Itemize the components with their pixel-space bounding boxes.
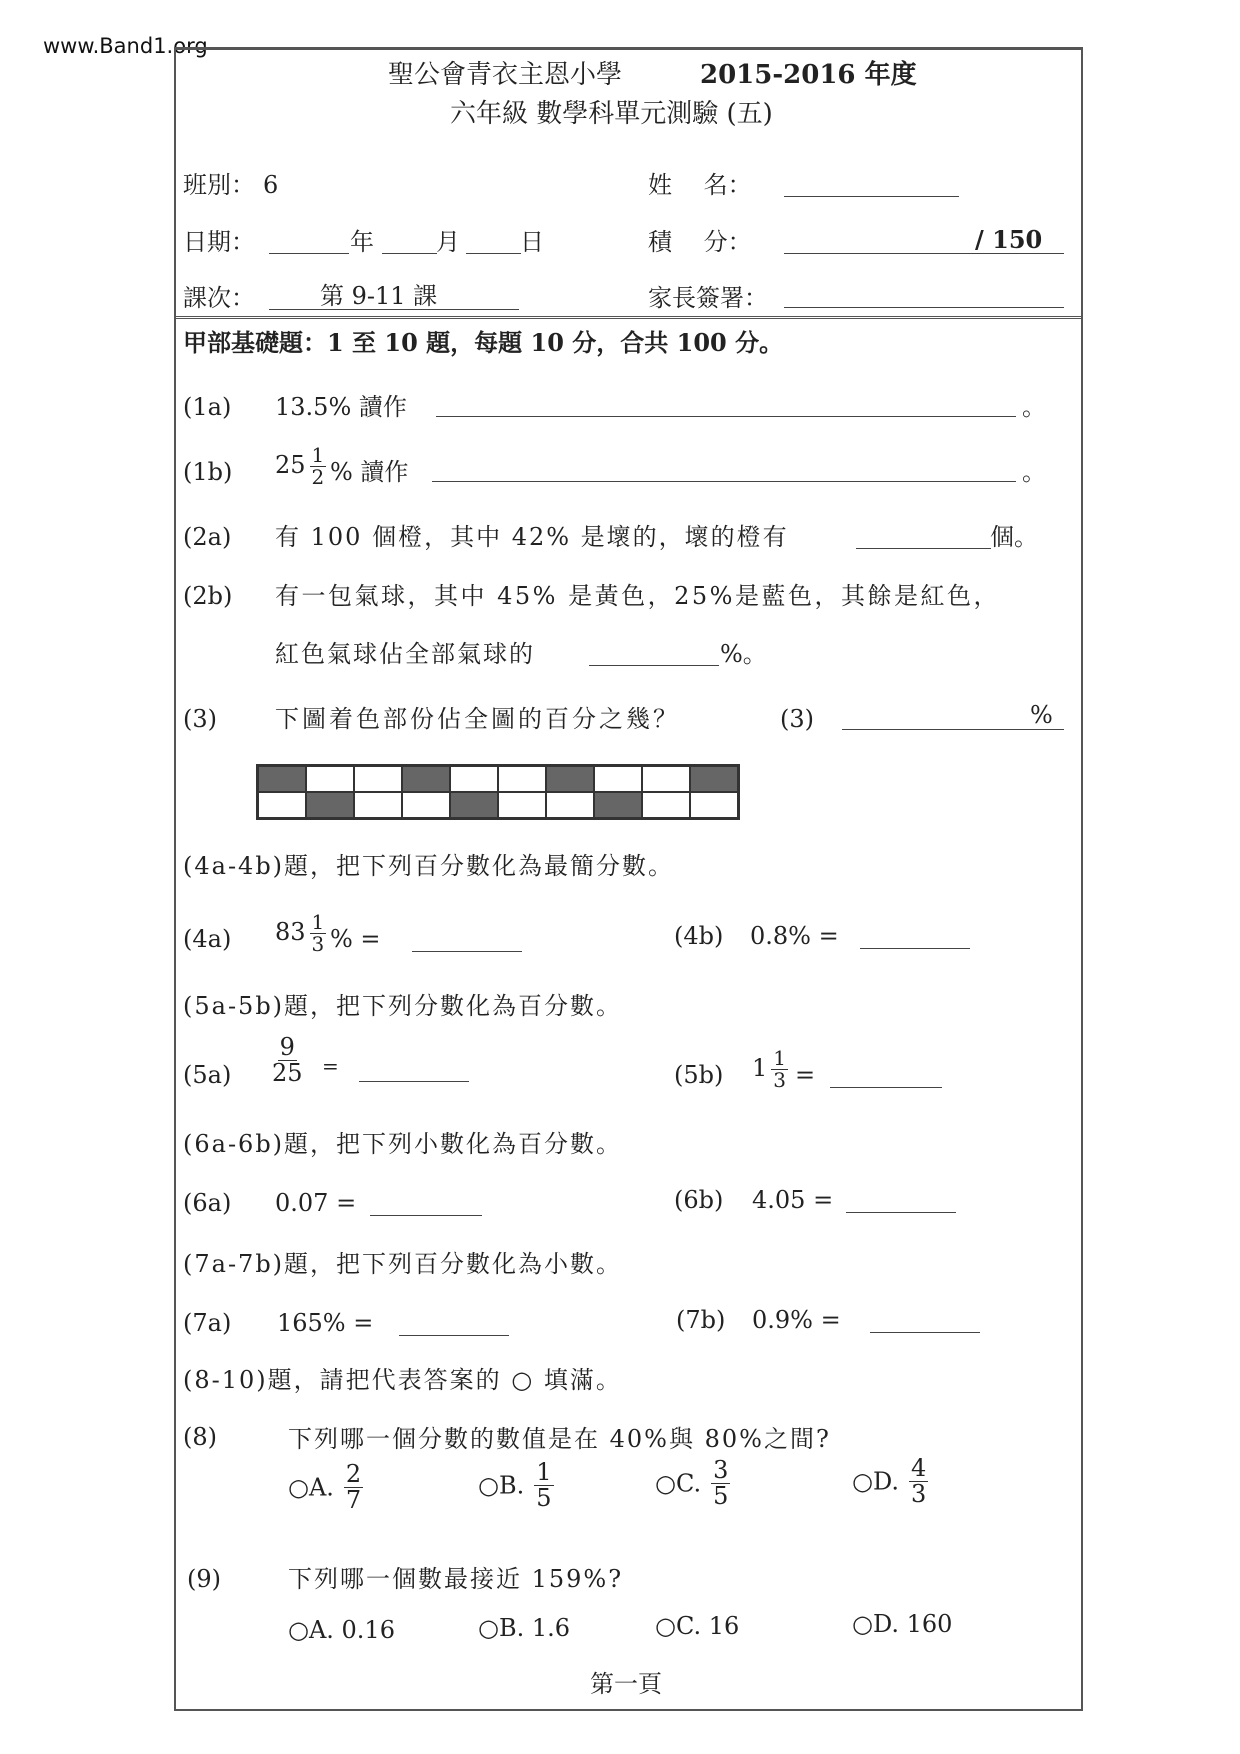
q3-text: 下圖着色部份佔全圖的百分之幾？	[275, 705, 680, 733]
q9-option-b[interactable]: ○B. 1.6	[478, 1614, 571, 1642]
q7a-number: (7a)	[183, 1309, 232, 1337]
unshaded-cell	[498, 792, 546, 818]
q7b-text: 0.9% =	[752, 1306, 841, 1334]
q8-option-c[interactable]	[655, 1458, 734, 1509]
q5b-number: (5b)	[674, 1061, 724, 1089]
q4b-number: (4b)	[674, 922, 724, 950]
q1b-number: (1b)	[183, 458, 233, 486]
q7a-text: 165% =	[277, 1309, 374, 1337]
q2a-number: (2a)	[183, 523, 232, 551]
lesson-label: 課次：	[183, 284, 255, 312]
q3-unit: %	[1030, 701, 1053, 729]
q9-option-c[interactable]: ○C. 16	[655, 1612, 740, 1640]
page-number: 第一頁	[590, 1670, 662, 1698]
q1b-text: % 讀作	[330, 458, 409, 486]
denominator: 25	[272, 1059, 303, 1088]
shaded-cell	[546, 766, 594, 792]
name-field[interactable]	[784, 195, 959, 197]
q4b-answer[interactable]	[860, 947, 970, 949]
q5b-equals: =	[795, 1061, 816, 1089]
numerator: 1	[311, 443, 325, 467]
score-total: / 150	[975, 225, 1043, 254]
q2b-end: %。	[720, 640, 767, 668]
q2b-text-line2: 紅色氣球佔全部氣球的	[275, 640, 535, 668]
score-label: 積 分：	[648, 228, 752, 256]
top-rule	[174, 47, 1081, 50]
unshaded-cell	[402, 792, 450, 818]
unshaded-cell	[450, 766, 498, 792]
school-name: 聖公會青衣主恩小學	[388, 60, 623, 90]
class-value: 6	[263, 171, 279, 199]
q1a-answer[interactable]	[436, 415, 1016, 417]
date-month-field[interactable]	[382, 252, 437, 254]
month-unit: 月	[436, 228, 460, 256]
q3-answer-number: (3)	[780, 705, 814, 733]
q5b-answer[interactable]	[830, 1086, 942, 1088]
q5a-number: (5a)	[183, 1061, 232, 1089]
shaded-cell	[306, 792, 354, 818]
q4a-mixed-number	[275, 912, 330, 955]
denominator: 5	[713, 1482, 729, 1511]
name-label: 姓 名：	[648, 171, 752, 199]
q1b-end: 。	[1022, 458, 1046, 486]
q8-text: 下列哪一個分數的數值是在 40%與 80%之間?	[288, 1425, 831, 1453]
numerator: 1	[773, 1046, 787, 1070]
q9-number: (9)	[187, 1565, 221, 1593]
lesson-value: 第 9-11 課	[320, 282, 438, 310]
q4a-answer[interactable]	[412, 950, 522, 952]
denominator: 5	[536, 1484, 552, 1513]
q8-option-b[interactable]	[478, 1460, 558, 1511]
q4-header: (4a-4b)題，把下列百分數化為最簡分數。	[183, 852, 675, 880]
unshaded-cell	[354, 766, 402, 792]
q1a-end: 。	[1022, 393, 1046, 421]
q5a-equals: =	[322, 1054, 339, 1078]
q5-header: (5a-5b)題，把下列分數化為百分數。	[183, 992, 623, 1020]
unshaded-cell	[258, 792, 306, 818]
denominator: 2	[311, 465, 325, 489]
numerator: 1	[311, 910, 325, 934]
class-label: 班別：	[183, 171, 255, 199]
q7a-answer[interactable]	[399, 1334, 509, 1336]
option-label: ○D.	[852, 1467, 899, 1496]
denominator: 7	[345, 1486, 362, 1515]
whole: 25	[275, 451, 306, 479]
denominator: 3	[910, 1480, 927, 1509]
q1a-number: (1a)	[183, 393, 232, 421]
unshaded-cell	[690, 792, 738, 818]
q6a-number: (6a)	[183, 1189, 232, 1217]
q4a-text: % =	[330, 925, 381, 953]
q6b-number: (6b)	[674, 1186, 724, 1214]
q5b-mixed-number	[752, 1048, 792, 1091]
q9-text: 下列哪一個數最接近 159%?	[288, 1565, 624, 1593]
q1b-mixed-number	[275, 445, 330, 488]
q4a-number: (4a)	[183, 925, 232, 953]
shaded-cell	[594, 792, 642, 818]
school-year: 2015-2016 年度	[700, 60, 917, 90]
q2b-text-line1: 有一包氣球，其中 45% 是黃色，25%是藍色，其餘是紅色，	[275, 582, 1000, 610]
shaded-cell	[450, 792, 498, 818]
numerator: 9	[279, 1033, 295, 1061]
numerator: 2	[345, 1460, 362, 1488]
q2b-answer[interactable]	[589, 664, 719, 666]
q1b-answer[interactable]	[432, 480, 1016, 482]
q1a-text: 13.5% 讀作	[275, 393, 407, 421]
unshaded-cell	[354, 792, 402, 818]
option-label: ○A.	[288, 1473, 334, 1502]
q6-header: (6a-6b)題，把下列小數化為百分數。	[183, 1130, 623, 1158]
q4b-text: 0.8% =	[750, 922, 839, 950]
q2b-number: (2b)	[183, 582, 233, 610]
q5a-fraction	[268, 1035, 307, 1086]
q6a-text: 0.07 =	[275, 1189, 357, 1217]
q3-number: (3)	[183, 705, 217, 733]
q6a-answer[interactable]	[370, 1214, 482, 1216]
date-day-field[interactable]	[466, 252, 521, 254]
q2a-end: 個。	[990, 523, 1038, 551]
whole: 1	[752, 1054, 768, 1082]
shaded-cell	[258, 766, 306, 792]
q9-option-d[interactable]: ○D. 160	[852, 1610, 953, 1638]
unshaded-cell	[594, 766, 642, 792]
parent-signature-label: 家長簽署：	[648, 284, 768, 312]
q2a-answer[interactable]	[856, 547, 991, 549]
shaded-grid-figure	[256, 764, 740, 820]
day-unit: 日	[520, 228, 544, 256]
q7b-answer[interactable]	[870, 1331, 980, 1333]
denominator: 3	[773, 1068, 787, 1092]
date-year-field[interactable]	[269, 252, 349, 254]
q6b-answer[interactable]	[846, 1211, 956, 1213]
q9-option-a[interactable]: ○A. 0.16	[288, 1616, 395, 1644]
q2a-text: 有 100 個橙，其中 42% 是壞的，壞的橙有	[275, 523, 789, 551]
exam-title: 六年級 數學科單元測驗 (五)	[450, 99, 773, 129]
numerator: 3	[713, 1456, 729, 1484]
numerator: 4	[910, 1454, 927, 1482]
watermark: www.Band1.org	[43, 34, 208, 58]
numerator: 1	[536, 1458, 552, 1486]
whole: 83	[275, 918, 306, 946]
unshaded-cell	[546, 792, 594, 818]
header-divider	[174, 316, 1081, 319]
date-label: 日期：	[183, 228, 255, 256]
q8-option-d[interactable]	[852, 1456, 932, 1507]
q6b-text: 4.05 =	[752, 1186, 834, 1214]
parent-signature-field[interactable]	[784, 306, 1064, 308]
year-unit: 年	[350, 228, 374, 256]
unshaded-cell	[642, 792, 690, 818]
unshaded-cell	[306, 766, 354, 792]
option-label: ○B.	[478, 1471, 525, 1500]
section-a-heading: 甲部基礎題：1 至 10 題，每題 10 分，合共 100 分。	[183, 328, 784, 357]
q5a-answer[interactable]	[359, 1080, 469, 1082]
unshaded-cell	[498, 766, 546, 792]
q7b-number: (7b)	[676, 1306, 726, 1334]
shaded-cell	[402, 766, 450, 792]
q8-10-header: (8-10)題，請把代表答案的 ○ 填滿。	[183, 1366, 622, 1394]
unshaded-cell	[642, 766, 690, 792]
option-label: ○C.	[655, 1469, 702, 1498]
denominator: 3	[311, 932, 325, 956]
q7-header: (7a-7b)題，把下列百分數化為小數。	[183, 1250, 623, 1278]
q8-number: (8)	[183, 1423, 217, 1451]
q8-option-a[interactable]	[288, 1462, 367, 1513]
shaded-cell	[690, 766, 738, 792]
